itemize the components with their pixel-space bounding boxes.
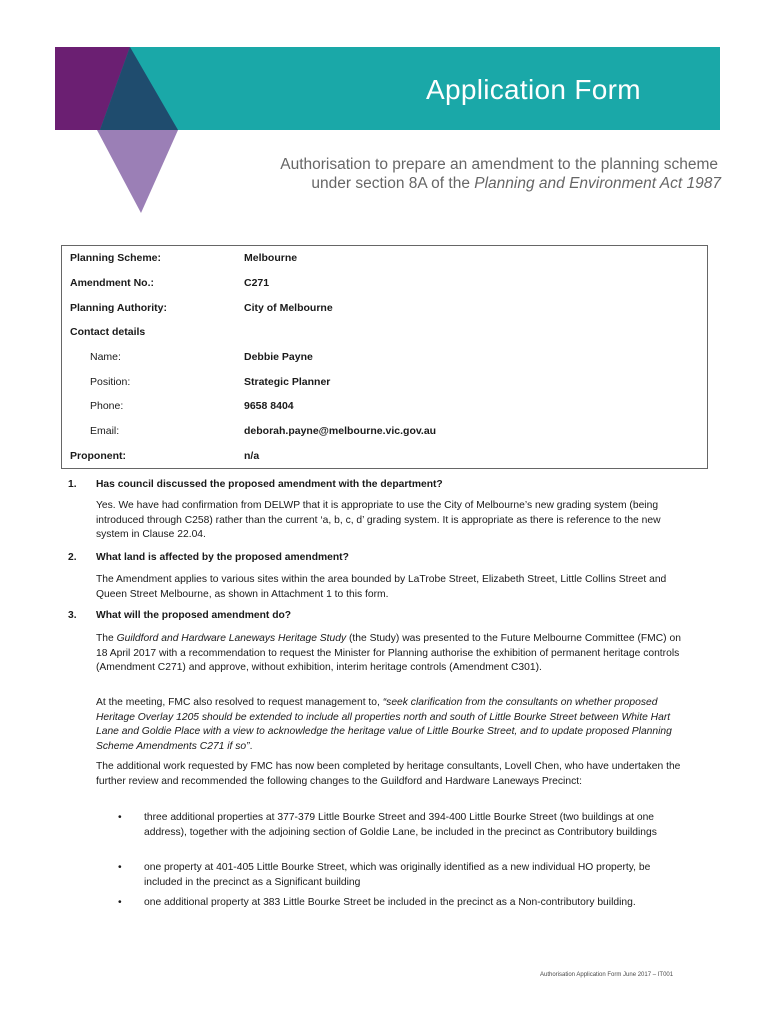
table-row [62,246,708,271]
name-label: Name: [90,351,121,364]
list-item-text: one additional property at 383 Little Bourke Street be included in the precinct as a Non-contributory building. [144,897,636,908]
page-footer: Authorisation Application Form June 2017 – IT001 [540,972,674,978]
answer-3-paragraph-2 [96,696,694,754]
page-title: Application Form [426,74,641,105]
list-item-text: three additional properties at 377-379 Little Bourke Street and 394-400 Little Bourke Street (two buildings at one address), together with the adjoining section of Goldie Lane, be included in the precinct as Contributory buildings [144,812,657,838]
phone-value: 9658 8404 [244,400,294,413]
act-name: Planning and Environment Act 1987 [474,175,721,192]
amendment-value: C271 [244,277,270,290]
question-number: 1. [68,479,77,490]
email-value[interactable]: deborah.payne@melbourne.vic.gov.au [244,425,437,438]
question-text: Has council discussed the proposed amendment with the department? [96,479,443,490]
table-row [62,345,708,370]
proponent-value: n/a [244,449,260,462]
answer-3-paragraph-3: The additional work requested by FMC has now been completed by heritage consultants, Lovell Chen, who have undertaken the further review and recommended the following changes to the Guildford and Hardware Laneways Precinct: [96,761,681,787]
authority-label: Planning Authority: [70,301,168,314]
logo-lavender-triangle [97,130,178,213]
study-title: Guildford and Hardware Laneways Heritage Study [116,633,347,644]
position-value: Strategic Planner [244,375,331,388]
logo-graphic [0,0,770,230]
p2-prefix: At the meeting, FMC also resolved to request management to, [96,697,383,708]
subtitle-prefix: under section 8A of the [311,175,475,192]
answer-3-paragraph-1 [96,632,694,676]
fmc-resolution-quote: “seek clarification from the consultants on whether proposed Heritage Overlay 1205 should be extended to include all properties north and south of Little Bourke Street between White Hart Lane and Goldie Place with a view to acknowledge the heritage value of Little Bourke Street, and to update proposed Planning Scheme Amendments C271 if so” [96,697,672,752]
table-row [62,394,708,419]
p1-rest: (the Study) was presented to the Future Melbourne Committee (FMC) on 18 April 2017 with a recommendation to request the Minister for Planning authorise the exhibition of permanent heritage controls (Amendment C271) and approve, without exhibition, interim heritage controls (Amendment C301). [96,633,681,674]
p2-suffix: . [249,740,253,752]
answer-1: Yes. We have had confirmation from DELWP that it is appropriate to use the City of Melbourne’s new grading system (being introduced through C258) rather than the current ‘a, b, c, d’ grading system. It is appropriate as there is reference to the new system in Clause 22.04. [96,500,661,541]
phone-label: Phone: [90,400,124,413]
planning-scheme-value: Melbourne [244,252,298,265]
question-text: What will the proposed amendment do? [96,610,292,621]
planning-scheme-label: Planning Scheme: [70,252,162,265]
amendment-label: Amendment No.: [70,277,154,290]
question-text: What land is affected by the proposed amendment? [96,552,349,563]
table-row [62,320,708,345]
question-number: 2. [68,552,77,563]
answer-2: The Amendment applies to various sites within the area bounded by LaTrobe Street, Elizabeth Street, Little Collins Street and Queen Street Melbourne, as shown in Attachment 1 to this form. [96,574,667,600]
email-label: Email: [90,425,120,438]
position-label: Position: [90,375,131,388]
table-row [62,295,708,320]
p1-prefix: The [96,633,117,644]
page-subtitle [176,155,721,193]
proponent-label: Proponent: [70,449,126,462]
table-row [62,419,708,444]
table-row [62,369,708,394]
table-row [62,444,708,469]
bullet-icon: • [118,812,122,823]
subtitle-line2 [176,174,721,193]
list-item-text: one property at 401-405 Little Bourke Street, which was originally identified as a new individual HO property, be included in the precinct as a Significant building [144,862,651,888]
details-table [61,245,708,469]
name-value: Debbie Payne [244,351,313,364]
bullet-icon: • [118,862,122,873]
subtitle-line1: Authorisation to prepare an amendment to the planning scheme [280,156,718,173]
question-number: 3. [68,610,77,621]
authority-value: City of Melbourne [244,301,333,314]
table-row [62,271,708,296]
bullet-icon: • [118,897,122,908]
contact-label: Contact details [70,326,146,339]
